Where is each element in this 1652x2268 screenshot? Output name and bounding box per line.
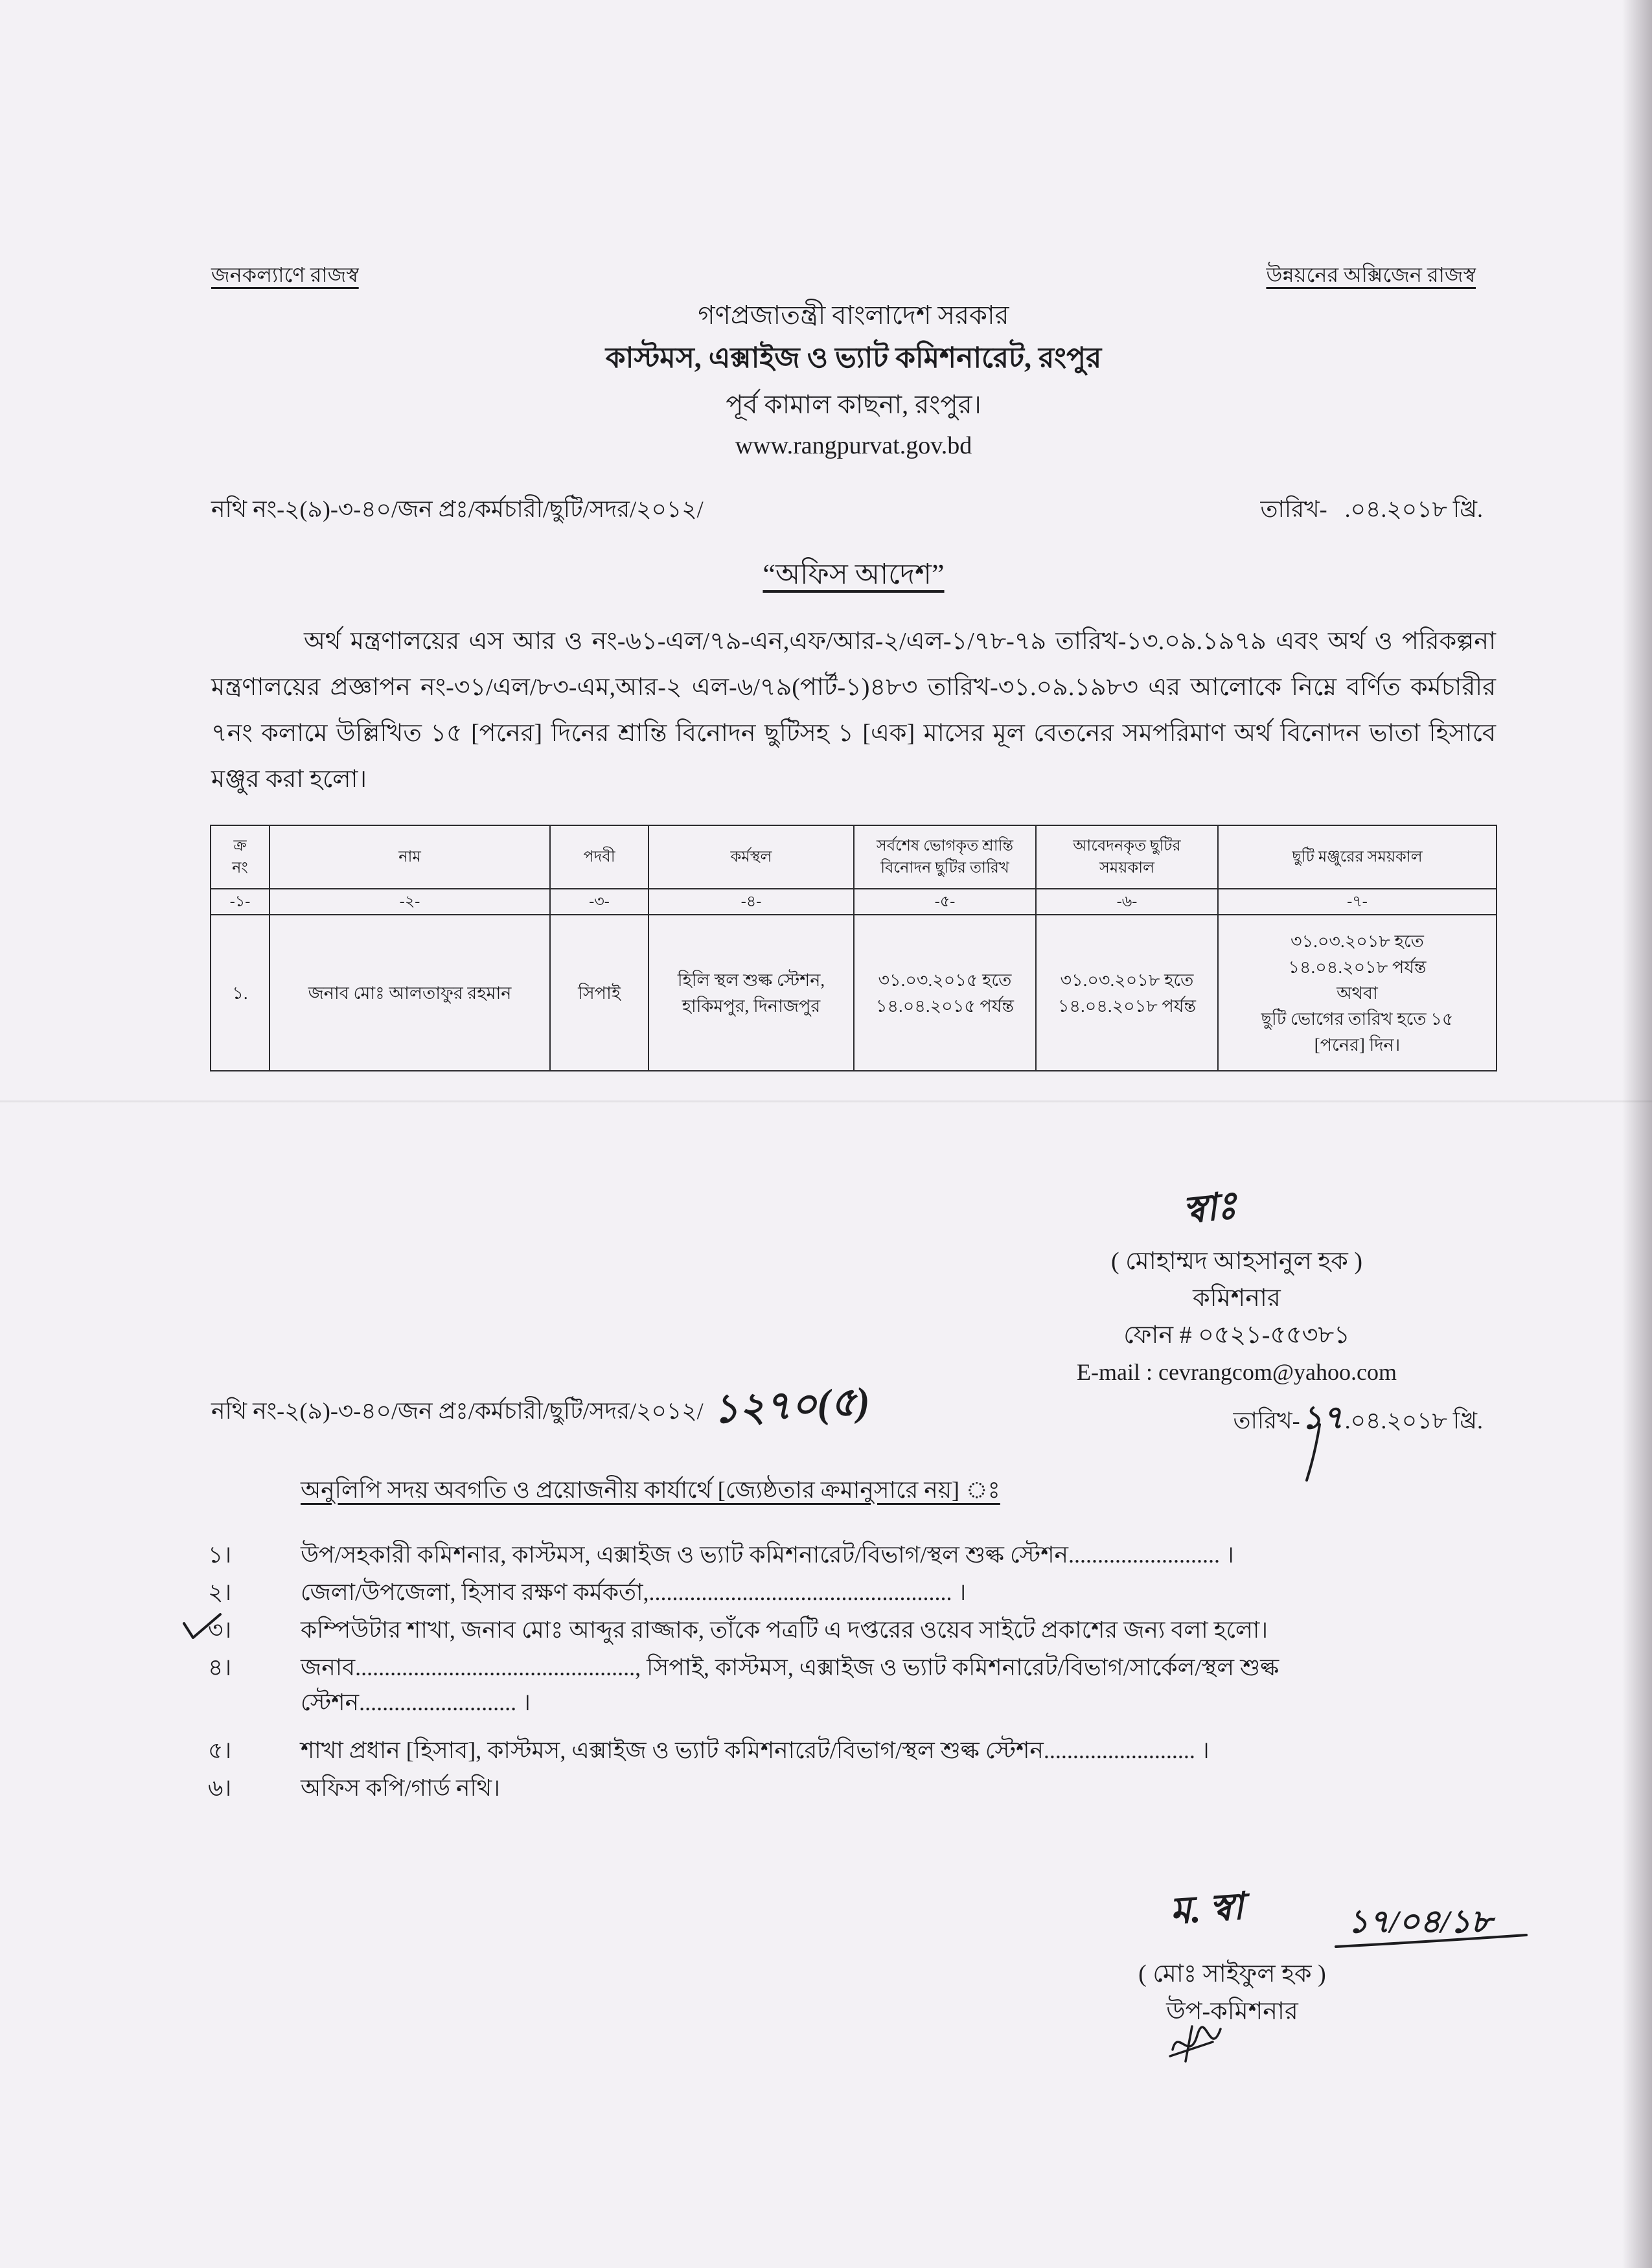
office-website: www.rangpurvat.gov.bd xyxy=(735,432,972,459)
deputy-name: ( মোঃ সাইফুল হক ) xyxy=(1138,1960,1326,1987)
handwritten-day: ১৭ xyxy=(1301,1399,1344,1436)
leave-table xyxy=(210,825,1497,1071)
column-number: -২- xyxy=(270,889,550,915)
initials-scribble-path xyxy=(1170,2026,1221,2061)
cell-workplace xyxy=(648,915,854,1071)
memo-reference-number: নথি নং-২(৯)-৩-৪০/জন প্রঃ/কর্মচারী/ছুটি/সদর/২০১২/ xyxy=(211,496,704,522)
header-line: সর্বশেষ ভোগকৃত শ্রান্তি xyxy=(876,838,1014,854)
column-number: -৭- xyxy=(1218,889,1497,915)
list-item xyxy=(208,1733,1494,1768)
table-header-row xyxy=(211,825,1497,889)
cell-line: ৩১.০৩.২০১৫ হতে xyxy=(878,970,1012,990)
cell-line: ৩১.০৩.২০১৮ হতে xyxy=(1060,970,1194,990)
header-line: কর্মস্থল xyxy=(730,849,772,865)
header-last-leave-date xyxy=(854,825,1036,889)
list-item xyxy=(208,1575,1494,1610)
cell-sanctioned-period xyxy=(1218,915,1497,1071)
list-item-number: ২। xyxy=(208,1579,232,1605)
cell-line: ১. xyxy=(232,983,248,1003)
cell-name xyxy=(270,915,550,1071)
column-number: -৩- xyxy=(550,889,648,915)
cell-line: ছুটি ভোগের তারিখ হতে ১৫ xyxy=(1261,1009,1454,1029)
signatory-phone: ফোন # ০৫২১-৫৫৩৮১ xyxy=(1123,1322,1350,1349)
deputy-signature-block xyxy=(1037,1955,1428,2030)
distribution-heading: অনুলিপি সদয় অবগতি ও প্রয়োজনীয় কার্যার্থে [জ্যেষ্ঠতার ক্রমানুসারে নয়] ঃ xyxy=(301,1477,1000,1503)
copy-memo-ref-number: নথি নং-২(৯)-৩-৪০/জন প্রঃ/কর্মচারী/ছুটি/সদর/২০১২/ xyxy=(211,1398,704,1424)
motto-left: জনকল্যাণে রাজস্ব xyxy=(211,263,359,286)
date-prefix: তারিখ- xyxy=(1233,1408,1300,1434)
date-suffix: .০৪.২০১৮ খ্রি. xyxy=(1344,1408,1483,1434)
deputy-signed-date: ১৭/০৪/১৮ xyxy=(1348,1903,1492,1940)
list-item-number: ৫। xyxy=(208,1737,232,1763)
header-serial xyxy=(211,825,270,889)
list-item-text: জনাব................................................, সিপাই, কাস্টমস, এক্সাইজ ও ভ্যাট কমিশনারেট/বিভাগ/সার্কেল/স্থল শুল্ক স্টেশন........................... । xyxy=(301,1655,1279,1715)
cell-serial xyxy=(211,915,270,1071)
checkmark-path xyxy=(184,1614,220,1638)
copy-memo-reference xyxy=(211,1379,871,1432)
cell-line: ১৪.০৪.২০১৮ পর্যন্ত xyxy=(1057,996,1196,1016)
order-title: “অফিস আদেশ” xyxy=(763,558,945,590)
order-title-block xyxy=(211,555,1496,594)
cell-line: জনাব মোঃ আলতাফুর রহমান xyxy=(308,983,512,1003)
list-item-text: উপ/সহকারী কমিশনার, কাস্টমস, এক্সাইজ ও ভ্যাট কমিশনারেট/বিভাগ/স্থল শুল্ক স্টেশন.......................... । xyxy=(301,1542,1234,1568)
column-number: -৫- xyxy=(854,889,1036,915)
cell-last-leave-date xyxy=(854,915,1036,1071)
signatory-designation: কমিশনার xyxy=(1193,1285,1281,1312)
initials-scribble-icon xyxy=(1166,2022,1224,2065)
scan-edge-shadow xyxy=(1622,0,1652,2268)
header-line: নাম xyxy=(398,849,421,865)
list-item-text: শাখা প্রধান [হিসাব], কাস্টমস, এক্সাইজ ও ভ্যাট কমিশনারেট/বিভাগ/স্থল শুল্ক স্টেশন.......................... । xyxy=(301,1737,1210,1763)
list-item-text: কম্পিউটার শাখা, জনাব মোঃ আব্দুর রাজ্জাক, তাঁকে পত্রটি এ দপ্তরের ওয়েব সাইটে প্রকাশের জন্য বলা হলো। xyxy=(301,1617,1268,1643)
list-item-number: ৬। xyxy=(208,1775,232,1801)
header-line: পদবী xyxy=(583,849,615,865)
table-row xyxy=(211,915,1497,1071)
office-address: পূর্ব কামাল কাছনা, রংপুর। xyxy=(726,390,981,419)
cell-applied-period xyxy=(1036,915,1218,1071)
header-line: ক্র xyxy=(233,838,247,854)
commissioner-signature-block xyxy=(1037,1243,1437,1391)
signatory-name: ( মোহাম্মদ আহসানুল হক ) xyxy=(1111,1248,1362,1275)
signature-underline-icon xyxy=(1335,1927,1529,1956)
office-name: কাস্টমস, এক্সাইজ ও ভ্যাট কমিশনারেট, রংপুর xyxy=(605,342,1102,374)
cell-line: ৩১.০৩.২০১৮ হতে xyxy=(1291,931,1424,951)
government-name: গণপ্রজাতন্ত্রী বাংলাদেশ সরকার xyxy=(698,301,1009,330)
list-item xyxy=(208,1612,1494,1647)
column-number-row xyxy=(211,889,1497,915)
deputy-designation: উপ-কমিশনার xyxy=(1166,1998,1298,2025)
fold-crease xyxy=(0,1100,1652,1103)
deputy-signature: ম. স্বা xyxy=(1168,1885,1245,1932)
list-item-number: ৪। xyxy=(208,1655,232,1680)
header-applied-period xyxy=(1036,825,1218,889)
list-item-number: ৩। xyxy=(208,1617,232,1643)
copy-memo-date xyxy=(1233,1399,1483,1439)
list-item xyxy=(208,1650,1494,1720)
signatory-email: E-mail : cevrangcom@yahoo.com xyxy=(1077,1359,1397,1385)
cell-line: ১৪.০৪.২০১৫ পর্যন্ত xyxy=(875,996,1014,1016)
header-line: নং xyxy=(232,860,248,876)
header-line: আবেদনকৃত ছুটির xyxy=(1073,838,1181,854)
header-line: সময়কাল xyxy=(1099,860,1154,876)
order-body: অর্থ মন্ত্রণালয়ের এস আর ও নং-৬১-এল/৭৯-এন,এফ/আর-২/এল-১/৭৮-৭৯ তারিখ-১৩.০৯.১৯৭৯ এবং অর্থ ও পরিকল্পনা মন্ত্রণালয়ের প্রজ্ঞাপন নং-৩১/এল/৮৩-এম,আর-২ এল-৬/৭৯(পার্ট-১)৪৮৩ তারিখ-৩১.০৯.১৯৮৩ এর আলোকে নিম্নে বর্ণিত কর্মচারীর ৭নং কলামে উল্লিখিত ১৫ [পনের] দিনের শ্রান্তি বিনোদন ছুটিসহ ১ [এক] মাসের মূল বেতনের সমপরিমাণ অর্থ বিনোদন ভাতা হিসাবে মঞ্জুর করা হলো। xyxy=(211,628,1496,793)
header-designation xyxy=(550,825,648,889)
cell-line: হাকিমপুর, দিনাজপুর xyxy=(682,996,821,1016)
cell-line: [পনের] দিন। xyxy=(1314,1035,1401,1055)
column-number: -৪- xyxy=(648,889,854,915)
list-item-text: অফিস কপি/গার্ড নথি। xyxy=(301,1775,500,1801)
list-item xyxy=(208,1537,1494,1572)
cell-line: অথবা xyxy=(1337,983,1378,1003)
cell-line: ১৪.০৪.২০১৮ পর্যন্ত xyxy=(1288,957,1427,977)
list-item-number: ১। xyxy=(208,1542,232,1568)
header-workplace xyxy=(648,825,854,889)
checkmark-icon xyxy=(181,1612,223,1640)
list-item-text: জেলা/উপজেলা, হিসাব রক্ষণ কর্মকর্তা,.................................................... । xyxy=(301,1579,967,1605)
cell-line: সিপাই xyxy=(578,983,621,1003)
header-sanctioned-period xyxy=(1218,825,1497,889)
column-number: -১- xyxy=(211,889,270,915)
column-number: -৬- xyxy=(1036,889,1218,915)
header-line: বিনোদন ছুটির তারিখ xyxy=(880,860,1009,876)
header-name xyxy=(270,825,550,889)
distribution-list xyxy=(208,1537,1494,1808)
cell-line: হিলি স্থল শুল্ক স্টেশন, xyxy=(677,970,825,990)
handwritten-dispatch-number: ১২৭০(৫) xyxy=(711,1379,871,1432)
list-item xyxy=(208,1770,1494,1805)
signature-underline-path xyxy=(1336,1935,1526,1947)
commissioner-signature: স্বাঃ xyxy=(1180,1184,1239,1232)
header-line: ছুটি মঞ্জুরের সময়কাল xyxy=(1292,849,1423,865)
memo-date: তারিখ- .০৪.২০১৮ খ্রি. xyxy=(1260,496,1483,522)
motto-right: উন্নয়নের অক্সিজেন রাজস্ব xyxy=(1266,263,1476,286)
cell-designation xyxy=(550,915,648,1071)
